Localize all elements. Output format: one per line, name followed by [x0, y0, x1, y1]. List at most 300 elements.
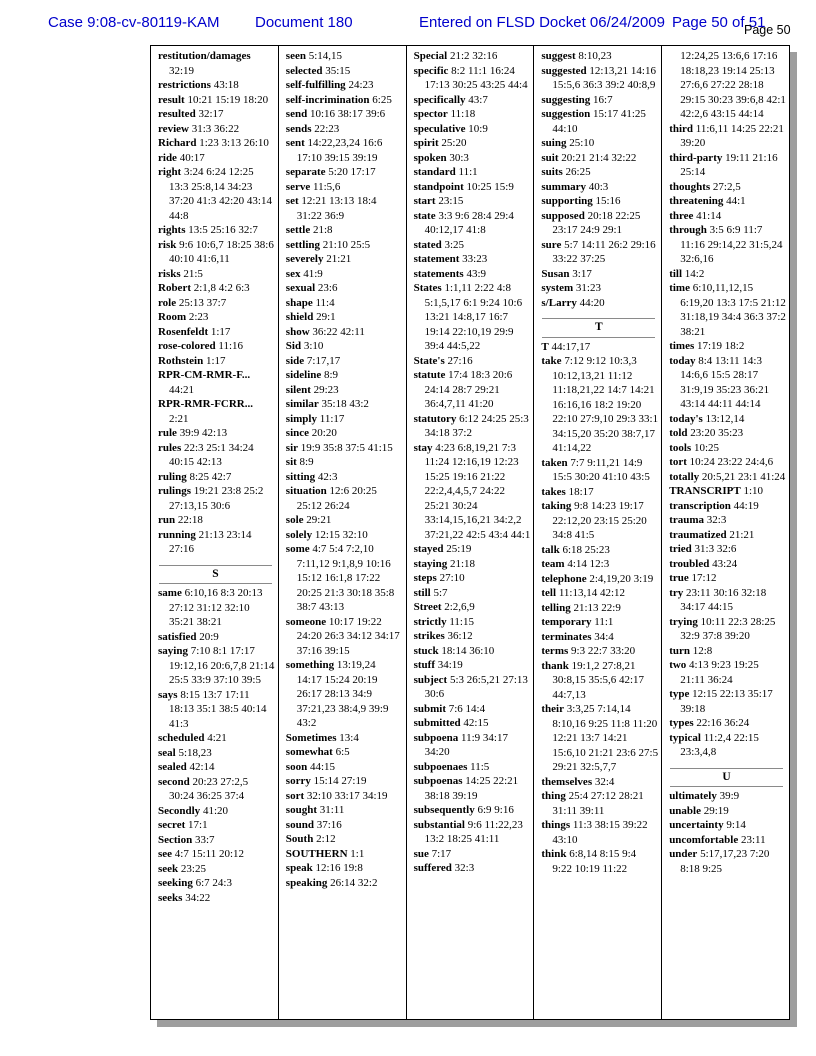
entry-refs: 11:3 38:15 39:22 43:10 — [552, 819, 648, 846]
index-entry — [669, 833, 786, 848]
index-entry — [414, 629, 531, 644]
entry-refs: 2:21 — [169, 412, 189, 425]
entry-word: send — [285, 108, 308, 120]
entry-word: told — [669, 427, 688, 439]
index-entry — [414, 615, 531, 630]
index-entry — [541, 659, 658, 703]
entry-refs: 43:18 — [213, 79, 239, 91]
entry-word: tried — [669, 543, 692, 555]
entry-refs: 23:20 35:23 — [690, 427, 744, 439]
entry-refs: 5:3 26:5,21 27:13 30:6 — [424, 673, 528, 700]
entry-refs: 32:19 — [169, 64, 195, 77]
entry-word: says — [158, 688, 178, 701]
index-entry — [414, 818, 531, 847]
index-entry — [541, 107, 658, 136]
index-entry — [286, 484, 403, 513]
entry-word: Robert — [158, 282, 191, 294]
index-entry — [414, 136, 531, 151]
index-entry — [158, 586, 275, 630]
entry-refs: 36:22 42:11 — [312, 325, 365, 338]
entry-word: strikes — [413, 630, 445, 642]
entry-refs: 11:1 — [458, 166, 478, 178]
entry-refs: 6:10,16 8:3 20:13 27:12 31:12 32:10 35:21 38:21 — [169, 587, 263, 628]
section-letter: T — [542, 318, 655, 338]
entry-word: substantial — [413, 818, 465, 831]
entry-word: things — [541, 819, 571, 831]
entry-word: risks — [158, 267, 181, 280]
entry-word: South — [285, 833, 314, 845]
entry-refs: 11:18 — [450, 108, 476, 120]
entry-refs: 34:22 — [185, 891, 211, 904]
entry-word: silent — [285, 383, 311, 396]
index-entry — [286, 760, 403, 775]
entry-refs: 16:7 — [593, 93, 613, 106]
entry-refs: 1:10 — [743, 485, 764, 497]
index-entry — [158, 441, 275, 470]
entry-word: SOUTHERN — [285, 847, 348, 860]
entry-word: talk — [541, 543, 560, 556]
entry-refs: 8:2 11:1 16:24 17:13 30:25 43:25 44:4 — [424, 64, 528, 91]
entry-word: sort — [285, 789, 305, 802]
entry-word: separate — [285, 166, 326, 178]
entry-word: Section — [158, 833, 193, 846]
entry-word: risk — [158, 238, 177, 251]
entry-refs: 11:5,6 — [312, 180, 341, 193]
entry-refs: 23:25 — [180, 862, 206, 875]
entry-word: suffered — [413, 862, 452, 874]
entry-refs: 17:19 18:2 — [696, 340, 745, 352]
entry-refs: 7:17,17 — [306, 354, 341, 367]
index-entry — [286, 470, 403, 485]
entry-refs: 12:24,25 13:6,6 17:16 18:18,23 19:14 25:13 27:6,6 27:22 28:18 29:15 30:23 39:6,8 42:1 42:2,6 43:15 44:14 — [680, 50, 786, 120]
index-entry — [286, 397, 403, 412]
entry-refs: 8:4 13:11 14:3 14:6,6 15:5 28:17 31:9,19 35:23 36:21 43:14 44:11 44:14 — [680, 354, 770, 410]
entry-refs: 2:4,19,20 3:19 — [589, 572, 654, 585]
entry-refs: 40:17 — [179, 151, 205, 164]
entry-refs: 23:11 30:16 32:18 34:17 44:15 — [680, 586, 767, 613]
entry-word: troubled — [669, 557, 710, 570]
entry-word: ride — [158, 151, 177, 164]
index-entry — [414, 716, 531, 731]
entry-refs: 10:21 15:19 18:20 — [187, 93, 269, 106]
index-entry — [541, 151, 658, 166]
index-entry — [286, 441, 403, 456]
entry-word: subpoenaes — [413, 760, 468, 773]
entry-refs: 21:18 — [449, 557, 476, 570]
index-entry — [286, 658, 403, 731]
entry-refs: 6:25 — [372, 93, 392, 106]
entry-refs: 31:3 36:22 — [191, 122, 240, 135]
entry-refs: 17:12 — [691, 572, 717, 584]
index-entry — [158, 688, 275, 732]
index-entry — [414, 847, 531, 862]
entry-word: self-incrimination — [285, 93, 370, 106]
index-entry — [414, 571, 531, 586]
index-entry — [669, 818, 786, 833]
index-entry — [541, 557, 658, 572]
entry-refs: 39:9 — [719, 790, 740, 802]
index-entry — [158, 397, 275, 426]
index-entry — [414, 731, 531, 760]
entry-word: spoken — [413, 151, 447, 164]
index-entry — [414, 542, 531, 557]
index-column-1 — [151, 46, 278, 1019]
index-entry — [541, 64, 658, 93]
entry-refs: 29:23 — [313, 383, 339, 396]
index-entry — [286, 876, 403, 891]
index-entry — [158, 223, 275, 238]
entry-refs: 3:3,25 7:14,14 8:10,16 9:25 11:8 11:20 12:21 13:7 14:21 15:6,10 21:21 23:6 27:5 29:21 32:5,7,7 — [552, 703, 659, 773]
entry-word: submitted — [413, 717, 461, 729]
entry-word: s/Larry — [541, 296, 577, 309]
entry-refs: 10:25 15:9 — [466, 180, 514, 193]
entry-refs: 5:17,17,23 7:20 8:18 9:25 — [680, 848, 770, 875]
entry-word: thoughts — [669, 180, 711, 193]
entry-word: trying — [669, 615, 698, 628]
index-entry — [158, 630, 275, 645]
entry-word: State's — [413, 354, 445, 367]
entry-word: suits — [541, 166, 563, 178]
entry-refs: 20:18 22:25 23:17 24:9 29:1 — [552, 209, 641, 236]
entry-word: seek — [158, 862, 179, 875]
index-entry — [286, 832, 403, 847]
entry-word: steps — [413, 572, 437, 584]
entry-refs: 23:6 — [317, 282, 338, 294]
index-entry — [541, 281, 658, 296]
entry-refs: 27:16 — [447, 354, 473, 367]
entry-refs: 3:25 — [444, 238, 465, 251]
index-entry — [541, 165, 658, 180]
entry-refs: 11:13,14 42:12 — [558, 587, 626, 599]
entry-word: suggested — [541, 64, 587, 77]
entry-word: sure — [541, 238, 562, 251]
entry-refs: 44:20 — [579, 296, 605, 309]
entry-refs: 18:17 — [568, 485, 594, 498]
entry-refs: 44:1 — [726, 195, 746, 207]
entry-word: ultimately — [669, 790, 717, 802]
index-entry — [541, 456, 658, 485]
entry-refs: 29:1 — [316, 311, 336, 323]
entry-refs: 8:25 42:7 — [189, 470, 232, 483]
entry-refs: 12:8 — [692, 644, 713, 657]
entry-refs: 8:9 — [324, 369, 339, 381]
index-entry — [414, 861, 531, 876]
entry-refs: 4:13 9:23 19:25 21:11 36:24 — [680, 659, 759, 686]
entry-refs: 21:10 25:5 — [322, 238, 371, 251]
index-entry — [286, 818, 403, 833]
entry-refs: 4:7 5:4 7:2,10 7:11,12 9:1,8,9 10:16 15:12 16:1,8 17:22 20:25 21:3 30:18 35:8 38:7 43:13 — [296, 543, 395, 613]
index-entry — [286, 745, 403, 760]
index-entry — [669, 571, 786, 586]
entry-word: stayed — [413, 543, 444, 555]
index-entry — [158, 93, 275, 108]
entry-refs: 12:15 22:13 35:17 39:18 — [680, 688, 773, 715]
entry-word: time — [669, 282, 690, 294]
entry-refs: 24:23 — [348, 79, 374, 91]
index-entry — [158, 296, 275, 311]
entry-refs: 6:5 — [335, 746, 350, 758]
index-entry — [414, 252, 531, 267]
entry-word: traumatized — [669, 528, 727, 541]
index-entry — [541, 209, 658, 238]
entry-refs: 15:14 27:19 — [313, 775, 367, 787]
entry-refs: 19:11 21:16 25:14 — [680, 151, 778, 178]
index-entry — [158, 528, 275, 557]
entry-refs: 26:25 — [565, 166, 591, 178]
entry-refs: 9:6 10:6,7 18:25 38:6 40:10 41:6,11 — [169, 238, 274, 265]
entry-word: third — [669, 122, 694, 135]
entry-refs: 34:19 — [437, 659, 463, 671]
entry-refs: 19:21 23:8 25:2 27:13,15 30:6 — [169, 485, 264, 512]
entry-refs: 4:23 6:8,19,21 7:3 11:24 12:16,19 12:23 15:25 19:16 21:22 22:2,4,4,5,7 24:22 25:21 30:24 33:14,15,16,21 34:2,2 37:21,22 42:5 43:4 44:1 — [424, 441, 531, 541]
index-entry — [286, 426, 403, 441]
entry-refs: 25:4 27:12 28:21 31:11 39:11 — [552, 790, 644, 817]
entry-refs: 17:4 18:3 20:6 24:14 28:7 29:21 36:4,7,11 41:20 — [424, 369, 513, 410]
entry-refs: 13:12,14 — [705, 412, 745, 425]
entry-word: somewhat — [285, 746, 333, 758]
index-entry — [286, 542, 403, 615]
index-entry — [669, 513, 786, 528]
entry-refs: 12:16 19:8 — [315, 862, 363, 874]
entry-word: Room — [158, 311, 187, 323]
section-divider-S — [159, 565, 272, 585]
entry-word: scheduled — [158, 732, 205, 744]
entry-word: sorry — [285, 775, 311, 787]
index-entry — [286, 64, 403, 79]
index-entry — [286, 861, 403, 876]
entry-word: stated — [413, 238, 442, 251]
index-entry — [669, 658, 786, 687]
entry-refs: 22:18 — [177, 514, 203, 526]
entry-word: suit — [541, 151, 559, 164]
section-divider-U — [670, 768, 783, 788]
entry-refs: 6:10,11,12,15 6:19,20 13:3 17:5 21:12 31:18,19 34:4 36:3 37:2 38:21 — [680, 282, 786, 338]
entry-word: running — [158, 528, 196, 541]
entry-refs: 10:25 — [693, 441, 719, 454]
index-entry — [414, 151, 531, 166]
entry-word: shape — [285, 296, 313, 309]
entry-refs: 9:14 — [726, 819, 746, 831]
entry-word: settling — [285, 238, 321, 251]
index-entry — [669, 426, 786, 441]
index-entry — [158, 847, 275, 862]
entry-refs: 43:7 — [468, 93, 488, 106]
index-entry — [414, 658, 531, 673]
entry-refs: 11:6,11 14:25 22:21 39:20 — [680, 122, 784, 149]
index-entry — [158, 151, 275, 166]
index-entry — [286, 252, 403, 267]
entry-word: standpoint — [413, 180, 464, 193]
entry-word: under — [669, 848, 698, 860]
index-entry — [541, 238, 658, 267]
index-entry — [541, 49, 658, 64]
entry-word: second — [158, 775, 190, 788]
index-entry — [158, 238, 275, 267]
entry-refs: 41:14 — [696, 209, 722, 222]
index-entry — [286, 615, 403, 659]
entry-refs: 7:7 9:11,21 14:9 15:5 30:20 41:10 43:5 — [552, 456, 650, 483]
entry-word: third-party — [669, 151, 723, 164]
entry-word: themselves — [541, 775, 593, 788]
entry-word: submit — [413, 702, 446, 715]
entry-refs: 25:13 37:7 — [178, 296, 227, 309]
entry-word: taking — [541, 500, 572, 512]
entry-word: restitution/damages — [158, 50, 251, 62]
index-entry — [286, 513, 403, 528]
entry-word: thank — [541, 659, 569, 672]
entry-refs: 43:24 — [712, 557, 738, 570]
index-entry — [414, 49, 531, 64]
entry-refs: 26:14 32:2 — [330, 876, 378, 889]
index-entry — [669, 789, 786, 804]
entry-word: see — [158, 848, 173, 860]
entry-word: team — [541, 558, 565, 570]
entry-word: tort — [669, 456, 687, 468]
entry-refs: 1:17 — [210, 325, 231, 338]
index-entry — [158, 876, 275, 891]
index-entry — [541, 775, 658, 790]
index-entry — [286, 789, 403, 804]
entry-word: run — [158, 514, 176, 526]
entry-refs: 34:4 — [594, 630, 614, 643]
index-entry — [669, 687, 786, 716]
index-entry — [286, 774, 403, 789]
entry-refs: 5:14,15 — [308, 50, 343, 62]
index-entry — [541, 93, 658, 108]
entry-word: totally — [669, 470, 700, 483]
entry-refs: 21:2 32:16 — [449, 50, 498, 62]
index-entry — [541, 499, 658, 543]
index-entry — [414, 586, 531, 601]
entry-refs: 40:3 — [588, 180, 609, 193]
entry-word: sir — [285, 441, 299, 454]
index-entry — [669, 470, 786, 485]
entry-refs: 12:13,21 14:16 15:5,6 36:3 39:2 40:8,9 — [552, 64, 656, 91]
entry-word: severely — [285, 253, 324, 265]
entry-refs: 6:9 9:16 — [477, 804, 514, 816]
entry-refs: 25:20 — [441, 137, 467, 149]
entry-refs: 3:10 — [303, 340, 324, 352]
entry-word: result — [158, 93, 185, 106]
index-entry — [286, 339, 403, 354]
index-entry — [286, 180, 403, 195]
section-divider-T — [542, 318, 655, 338]
entry-refs: 42:3 — [317, 470, 338, 483]
entry-word: think — [541, 848, 567, 860]
entry-word: unable — [669, 804, 701, 817]
entry-word: sends — [285, 122, 312, 135]
index-entry — [286, 731, 403, 746]
entry-refs: 32:17 — [198, 108, 224, 120]
entry-word: serve — [285, 180, 311, 193]
entry-word: States — [413, 282, 442, 294]
index-entry — [158, 818, 275, 833]
entry-word: speaking — [285, 876, 328, 889]
entry-word: today — [669, 354, 696, 367]
index-entry — [286, 296, 403, 311]
entry-refs: 3:5 6:9 11:7 11:16 29:14,22 31:5,24 32:6,16 — [680, 224, 783, 265]
index-entry — [286, 412, 403, 427]
index-entry — [286, 122, 403, 137]
index-entry — [158, 339, 275, 354]
entry-word: rose-colored — [158, 340, 216, 352]
entry-word: tell — [541, 587, 557, 599]
index-entry — [669, 528, 786, 543]
entry-refs: 14:2 — [684, 267, 705, 280]
index-entry — [669, 499, 786, 514]
entry-word: turn — [669, 644, 690, 657]
entry-word: secret — [158, 819, 186, 831]
index-entry — [414, 702, 531, 717]
entry-refs: 8:15 13:7 17:11 18:13 35:1 38:5 40:14 41:3 — [169, 688, 267, 730]
entry-refs: 27:2,5 — [712, 180, 741, 193]
index-entry — [669, 441, 786, 456]
entry-word: Rothstein — [158, 354, 204, 367]
entry-refs: 21:21 — [326, 253, 352, 265]
entry-word: statements — [413, 267, 464, 280]
entry-word: sound — [285, 818, 314, 831]
entry-word: stuck — [413, 644, 439, 657]
index-entry — [669, 644, 786, 659]
entry-refs: 6:12 24:25 25:3 34:18 37:2 — [424, 412, 529, 439]
index-entry — [414, 194, 531, 209]
entry-refs: 8:10,23 — [578, 50, 612, 62]
index-entry — [286, 165, 403, 180]
entry-word: terms — [541, 645, 569, 657]
entry-refs: 22:23 — [314, 122, 340, 135]
entry-word: sex — [285, 267, 301, 280]
entry-refs: 14:25 22:21 38:18 39:19 — [424, 775, 519, 802]
entry-word: transcription — [669, 499, 731, 512]
entry-word: stuff — [413, 659, 435, 671]
index-entry — [541, 180, 658, 195]
entry-refs: 12:21 13:13 18:4 31:22 36:9 — [296, 195, 377, 222]
entry-word: restrictions — [158, 79, 211, 91]
entry-refs: 7:17 — [431, 847, 452, 860]
index-entry — [286, 325, 403, 340]
section-letter: U — [670, 768, 783, 788]
index-entry — [158, 107, 275, 122]
entry-word: staying — [413, 557, 448, 570]
entry-refs: 12:6 20:25 25:12 26:24 — [296, 485, 377, 512]
entry-word: uncertainty — [669, 819, 724, 831]
entry-word: rules — [158, 441, 182, 454]
entry-word: Secondly — [158, 804, 201, 817]
entry-word: subpoena — [413, 731, 459, 744]
entry-refs: 11:17 — [319, 412, 345, 425]
entry-refs: 22:16 36:24 — [696, 717, 750, 729]
docket-entry-date: Entered on FLSD Docket 06/24/2009 — [419, 14, 665, 31]
entry-word: role — [158, 296, 177, 309]
entry-refs: 13:5 25:16 32:7 — [188, 224, 258, 236]
index-entry — [158, 426, 275, 441]
entry-refs: 29:19 — [703, 804, 729, 817]
entry-refs: 36:12 — [447, 630, 473, 642]
index-entry — [414, 644, 531, 659]
index-entry — [414, 165, 531, 180]
entry-word: since — [285, 427, 310, 439]
entry-refs: 27:10 — [439, 572, 465, 584]
index-entry — [158, 122, 275, 137]
entry-word: specific — [413, 64, 449, 77]
index-entry — [669, 122, 786, 151]
index-entry — [669, 716, 786, 731]
index-entry — [541, 702, 658, 775]
entry-refs: 2:2,6,9 — [444, 601, 475, 613]
index-entry — [158, 165, 275, 223]
entry-word: simply — [285, 412, 317, 425]
entry-word: T — [541, 340, 549, 353]
